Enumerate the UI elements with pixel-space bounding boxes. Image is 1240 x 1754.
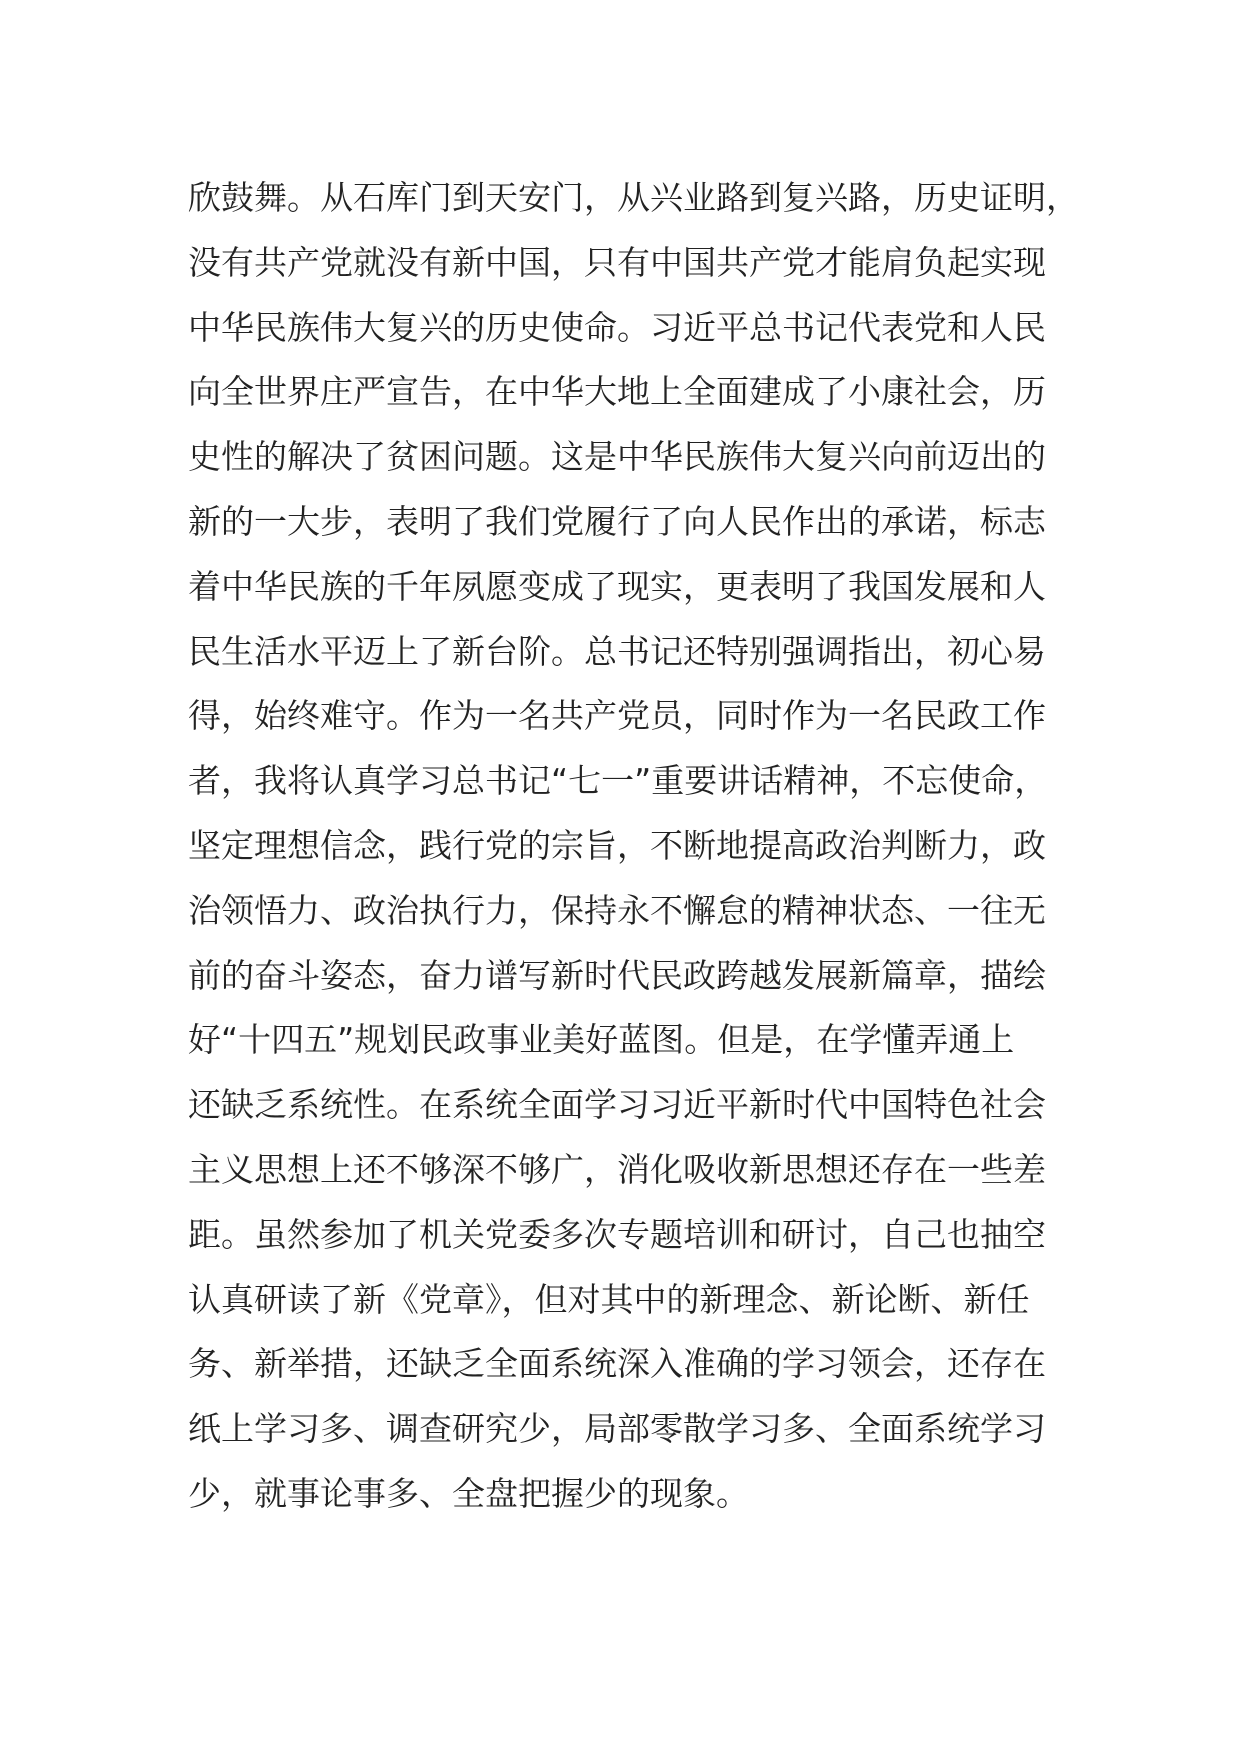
text-line: 新的一大步，表明了我们党履行了向人民作出的承诺，标志: [188, 501, 1046, 541]
text-line: 坚定理想信念，践行党的宗旨，不断地提高政治判断力，政: [188, 825, 1046, 865]
text-line: 没有共产党就没有新中国，只有中国共产党才能肩负起实现: [188, 242, 1046, 282]
text-line: 纸上学习多、调查研究少，局部零散学习多、全面系统学习: [188, 1409, 1046, 1449]
text-line: 距。虽然参加了机关党委多次专题培训和研讨，自己也抽空: [188, 1214, 1046, 1254]
text-line: 少，就事论事多、全盘把握少的现象。: [188, 1473, 749, 1513]
text-line: 着中华民族的千年夙愿变成了现实，更表明了我国发展和人: [188, 566, 1046, 606]
text-line: 民生活水平迈上了新台阶。总书记还特别强调指出，初心易: [188, 631, 1046, 671]
text-line: 主义思想上还不够深不够广，消化吸收新思想还存在一些差: [188, 1149, 1046, 1189]
text-line: 前的奋斗姿态，奋力谱写新时代民政跨越发展新篇章，描绘: [188, 955, 1046, 995]
text-line: 好“十四五”规划民政事业美好蓝图。但是，在学懂弄通上: [188, 1020, 1015, 1060]
text-line: 务、新举措，还缺乏全面系统深入准确的学习领会，还存在: [188, 1344, 1046, 1384]
text-line: 治领悟力、政治执行力，保持永不懈怠的精神状态、一往无: [188, 890, 1046, 930]
text-line: 向全世界庄严宣告，在中华大地上全面建成了小康社会，历: [188, 372, 1046, 412]
text-line: 得，始终难守。作为一名共产党员，同时作为一名民政工作: [188, 696, 1046, 736]
body-paragraph: [188, 166, 1088, 1527]
text-line: 认真研读了新《党章》，但对其中的新理念、新论断、新任: [188, 1279, 1030, 1319]
text-line: 者，我将认真学习总书记“七一”重要讲话精神，不忘使命，: [188, 761, 1048, 801]
text-line: 欣鼓舞。从石库门到天安门，从兴业路到复兴路，历史证明，: [188, 178, 1079, 217]
text-line: 史性的解决了贫困问题。这是中华民族伟大复兴向前迈出的: [188, 437, 1046, 477]
text-line: 还缺乏系统性。在系统全面学习习近平新时代中国特色社会: [188, 1085, 1046, 1125]
text-line: 中华民族伟大复兴的历史使命。习近平总书记代表党和人民: [188, 307, 1046, 347]
